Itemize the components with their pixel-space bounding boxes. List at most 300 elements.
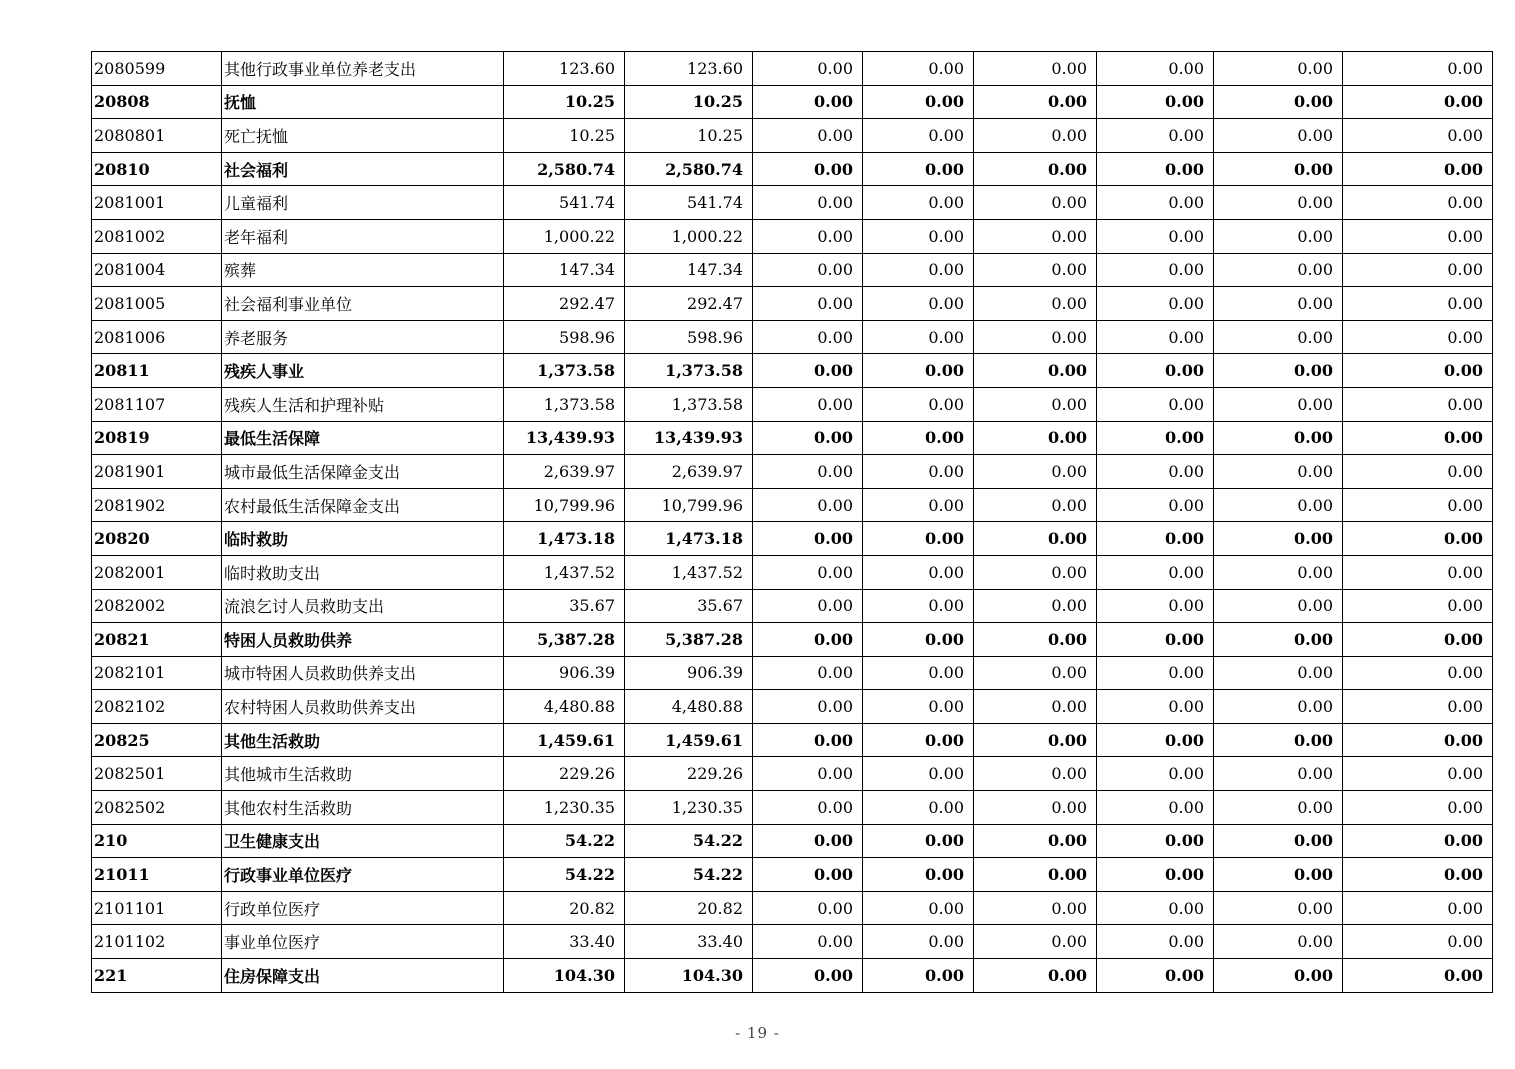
table-row bbox=[92, 623, 1493, 657]
amount-cell: 0.00 bbox=[1097, 320, 1214, 354]
subject-name-cell: 流浪乞讨人员救助支出 bbox=[222, 589, 504, 623]
subject-name-cell: 行政事业单位医疗 bbox=[222, 858, 504, 892]
amount-cell: 20.82 bbox=[625, 891, 753, 925]
amount-cell: 0.00 bbox=[1097, 522, 1214, 556]
amount-cell: 0.00 bbox=[863, 387, 974, 421]
amount-cell: 0.00 bbox=[1097, 85, 1214, 119]
amount-cell: 0.00 bbox=[974, 421, 1097, 455]
table-row bbox=[92, 824, 1493, 858]
subject-name-cell: 农村最低生活保障金支出 bbox=[222, 488, 504, 522]
subject-code-cell: 2080599 bbox=[92, 52, 222, 86]
amount-cell: 0.00 bbox=[753, 690, 863, 724]
amount-cell: 10.25 bbox=[504, 85, 625, 119]
amount-cell: 0.00 bbox=[753, 925, 863, 959]
amount-cell: 1,373.58 bbox=[504, 387, 625, 421]
amount-cell: 1,437.52 bbox=[625, 555, 753, 589]
amount-cell: 0.00 bbox=[974, 656, 1097, 690]
amount-cell: 54.22 bbox=[504, 824, 625, 858]
amount-cell: 0.00 bbox=[753, 455, 863, 489]
amount-cell: 0.00 bbox=[1097, 959, 1214, 993]
amount-cell: 0.00 bbox=[1343, 791, 1493, 825]
amount-cell: 0.00 bbox=[863, 858, 974, 892]
subject-code-cell: 2081002 bbox=[92, 219, 222, 253]
amount-cell: 0.00 bbox=[863, 757, 974, 791]
amount-cell: 0.00 bbox=[974, 85, 1097, 119]
subject-code-cell: 2081005 bbox=[92, 287, 222, 321]
amount-cell: 0.00 bbox=[1343, 959, 1493, 993]
amount-cell: 0.00 bbox=[863, 690, 974, 724]
amount-cell: 0.00 bbox=[1097, 354, 1214, 388]
amount-cell: 0.00 bbox=[974, 253, 1097, 287]
amount-cell: 541.74 bbox=[504, 186, 625, 220]
amount-cell: 0.00 bbox=[1214, 791, 1343, 825]
amount-cell: 0.00 bbox=[863, 488, 974, 522]
amount-cell: 0.00 bbox=[863, 522, 974, 556]
table-row bbox=[92, 791, 1493, 825]
table-row bbox=[92, 959, 1493, 993]
amount-cell: 0.00 bbox=[1097, 791, 1214, 825]
table-row bbox=[92, 387, 1493, 421]
amount-cell: 229.26 bbox=[504, 757, 625, 791]
subject-name-cell: 殡葬 bbox=[222, 253, 504, 287]
subject-code-cell: 2081004 bbox=[92, 253, 222, 287]
amount-cell: 0.00 bbox=[753, 387, 863, 421]
amount-cell: 0.00 bbox=[1214, 253, 1343, 287]
amount-cell: 0.00 bbox=[974, 219, 1097, 253]
amount-cell: 0.00 bbox=[863, 656, 974, 690]
amount-cell: 0.00 bbox=[1097, 253, 1214, 287]
amount-cell: 0.00 bbox=[753, 219, 863, 253]
amount-cell: 54.22 bbox=[625, 858, 753, 892]
amount-cell: 0.00 bbox=[1097, 555, 1214, 589]
amount-cell: 0.00 bbox=[974, 52, 1097, 86]
amount-cell: 0.00 bbox=[753, 555, 863, 589]
table-row bbox=[92, 152, 1493, 186]
amount-cell: 0.00 bbox=[974, 891, 1097, 925]
table-row bbox=[92, 219, 1493, 253]
amount-cell: 10.25 bbox=[625, 85, 753, 119]
amount-cell: 0.00 bbox=[1343, 623, 1493, 657]
subject-name-cell: 最低生活保障 bbox=[222, 421, 504, 455]
subject-code-cell: 2101102 bbox=[92, 925, 222, 959]
subject-code-cell: 2082501 bbox=[92, 757, 222, 791]
amount-cell: 0.00 bbox=[1343, 757, 1493, 791]
table-row bbox=[92, 186, 1493, 220]
subject-code-cell: 20821 bbox=[92, 623, 222, 657]
amount-cell: 0.00 bbox=[863, 891, 974, 925]
amount-cell: 541.74 bbox=[625, 186, 753, 220]
amount-cell: 0.00 bbox=[974, 455, 1097, 489]
amount-cell: 0.00 bbox=[1343, 387, 1493, 421]
amount-cell: 0.00 bbox=[1343, 421, 1493, 455]
table-row bbox=[92, 723, 1493, 757]
amount-cell: 10,799.96 bbox=[504, 488, 625, 522]
subject-name-cell: 其他生活救助 bbox=[222, 723, 504, 757]
amount-cell: 0.00 bbox=[1214, 959, 1343, 993]
subject-code-cell: 20811 bbox=[92, 354, 222, 388]
subject-code-cell: 221 bbox=[92, 959, 222, 993]
amount-cell: 0.00 bbox=[753, 421, 863, 455]
amount-cell: 147.34 bbox=[504, 253, 625, 287]
amount-cell: 10.25 bbox=[504, 119, 625, 153]
subject-code-cell: 20808 bbox=[92, 85, 222, 119]
amount-cell: 0.00 bbox=[863, 186, 974, 220]
amount-cell: 0.00 bbox=[1097, 690, 1214, 724]
subject-code-cell: 2081107 bbox=[92, 387, 222, 421]
amount-cell: 0.00 bbox=[1097, 287, 1214, 321]
amount-cell: 0.00 bbox=[974, 824, 1097, 858]
amount-cell: 0.00 bbox=[753, 119, 863, 153]
amount-cell: 2,639.97 bbox=[625, 455, 753, 489]
amount-cell: 0.00 bbox=[974, 791, 1097, 825]
amount-cell: 2,639.97 bbox=[504, 455, 625, 489]
amount-cell: 0.00 bbox=[1214, 858, 1343, 892]
table-row bbox=[92, 52, 1493, 86]
amount-cell: 0.00 bbox=[1097, 891, 1214, 925]
amount-cell: 0.00 bbox=[974, 488, 1097, 522]
amount-cell: 2,580.74 bbox=[504, 152, 625, 186]
amount-cell: 1,473.18 bbox=[504, 522, 625, 556]
amount-cell: 104.30 bbox=[504, 959, 625, 993]
amount-cell: 0.00 bbox=[863, 219, 974, 253]
subject-name-cell: 城市特困人员救助供养支出 bbox=[222, 656, 504, 690]
table-row bbox=[92, 455, 1493, 489]
amount-cell: 0.00 bbox=[1097, 925, 1214, 959]
amount-cell: 229.26 bbox=[625, 757, 753, 791]
amount-cell: 0.00 bbox=[1097, 488, 1214, 522]
amount-cell: 0.00 bbox=[1214, 656, 1343, 690]
table-row bbox=[92, 287, 1493, 321]
amount-cell: 0.00 bbox=[753, 891, 863, 925]
amount-cell: 1,373.58 bbox=[625, 387, 753, 421]
amount-cell: 0.00 bbox=[1097, 219, 1214, 253]
amount-cell: 0.00 bbox=[1343, 656, 1493, 690]
subject-name-cell: 城市最低生活保障金支出 bbox=[222, 455, 504, 489]
amount-cell: 0.00 bbox=[974, 152, 1097, 186]
subject-name-cell: 特困人员救助供养 bbox=[222, 623, 504, 657]
table-row bbox=[92, 85, 1493, 119]
amount-cell: 0.00 bbox=[1343, 488, 1493, 522]
amount-cell: 0.00 bbox=[1343, 690, 1493, 724]
amount-cell: 0.00 bbox=[1343, 152, 1493, 186]
subject-code-cell: 2082001 bbox=[92, 555, 222, 589]
amount-cell: 0.00 bbox=[753, 152, 863, 186]
amount-cell: 0.00 bbox=[1214, 522, 1343, 556]
amount-cell: 0.00 bbox=[753, 858, 863, 892]
amount-cell: 1,459.61 bbox=[625, 723, 753, 757]
amount-cell: 0.00 bbox=[863, 925, 974, 959]
amount-cell: 10.25 bbox=[625, 119, 753, 153]
amount-cell: 0.00 bbox=[1343, 119, 1493, 153]
amount-cell: 0.00 bbox=[1097, 421, 1214, 455]
amount-cell: 0.00 bbox=[1097, 757, 1214, 791]
subject-code-cell: 2082002 bbox=[92, 589, 222, 623]
amount-cell: 33.40 bbox=[625, 925, 753, 959]
subject-code-cell: 2081001 bbox=[92, 186, 222, 220]
amount-cell: 0.00 bbox=[863, 589, 974, 623]
amount-cell: 0.00 bbox=[753, 959, 863, 993]
amount-cell: 0.00 bbox=[863, 287, 974, 321]
amount-cell: 0.00 bbox=[974, 623, 1097, 657]
table-row bbox=[92, 320, 1493, 354]
table-row bbox=[92, 488, 1493, 522]
amount-cell: 0.00 bbox=[1343, 52, 1493, 86]
amount-cell: 0.00 bbox=[1343, 455, 1493, 489]
amount-cell: 0.00 bbox=[1097, 858, 1214, 892]
table-row bbox=[92, 421, 1493, 455]
amount-cell: 0.00 bbox=[1343, 253, 1493, 287]
table-row bbox=[92, 119, 1493, 153]
amount-cell: 35.67 bbox=[625, 589, 753, 623]
amount-cell: 0.00 bbox=[863, 959, 974, 993]
amount-cell: 0.00 bbox=[1214, 455, 1343, 489]
amount-cell: 0.00 bbox=[1097, 52, 1214, 86]
subject-code-cell: 210 bbox=[92, 824, 222, 858]
amount-cell: 0.00 bbox=[863, 354, 974, 388]
subject-code-cell: 2082101 bbox=[92, 656, 222, 690]
subject-name-cell: 行政单位医疗 bbox=[222, 891, 504, 925]
amount-cell: 0.00 bbox=[863, 824, 974, 858]
amount-cell: 0.00 bbox=[753, 522, 863, 556]
amount-cell: 0.00 bbox=[974, 522, 1097, 556]
amount-cell: 0.00 bbox=[974, 858, 1097, 892]
amount-cell: 1,373.58 bbox=[625, 354, 753, 388]
amount-cell: 0.00 bbox=[863, 455, 974, 489]
amount-cell: 0.00 bbox=[1097, 589, 1214, 623]
amount-cell: 0.00 bbox=[863, 253, 974, 287]
amount-cell: 5,387.28 bbox=[625, 623, 753, 657]
amount-cell: 1,373.58 bbox=[504, 354, 625, 388]
amount-cell: 4,480.88 bbox=[504, 690, 625, 724]
amount-cell: 0.00 bbox=[1343, 891, 1493, 925]
amount-cell: 0.00 bbox=[1343, 589, 1493, 623]
subject-name-cell: 其他农村生活救助 bbox=[222, 791, 504, 825]
amount-cell: 0.00 bbox=[1214, 891, 1343, 925]
subject-code-cell: 2080801 bbox=[92, 119, 222, 153]
amount-cell: 0.00 bbox=[753, 186, 863, 220]
amount-cell: 0.00 bbox=[1214, 824, 1343, 858]
amount-cell: 0.00 bbox=[974, 757, 1097, 791]
amount-cell: 0.00 bbox=[753, 488, 863, 522]
subject-name-cell: 死亡抚恤 bbox=[222, 119, 504, 153]
amount-cell: 2,580.74 bbox=[625, 152, 753, 186]
amount-cell: 0.00 bbox=[974, 186, 1097, 220]
amount-cell: 0.00 bbox=[974, 690, 1097, 724]
page-number: - 19 - bbox=[735, 1024, 780, 1042]
amount-cell: 1,000.22 bbox=[625, 219, 753, 253]
amount-cell: 1,473.18 bbox=[625, 522, 753, 556]
amount-cell: 13,439.93 bbox=[625, 421, 753, 455]
amount-cell: 0.00 bbox=[1343, 287, 1493, 321]
amount-cell: 0.00 bbox=[1343, 723, 1493, 757]
amount-cell: 0.00 bbox=[1214, 690, 1343, 724]
subject-code-cell: 20820 bbox=[92, 522, 222, 556]
table-row bbox=[92, 925, 1493, 959]
amount-cell: 123.60 bbox=[504, 52, 625, 86]
amount-cell: 0.00 bbox=[753, 791, 863, 825]
amount-cell: 0.00 bbox=[863, 52, 974, 86]
amount-cell: 0.00 bbox=[1343, 85, 1493, 119]
amount-cell: 5,387.28 bbox=[504, 623, 625, 657]
amount-cell: 54.22 bbox=[504, 858, 625, 892]
amount-cell: 0.00 bbox=[1214, 387, 1343, 421]
amount-cell: 0.00 bbox=[1343, 555, 1493, 589]
amount-cell: 0.00 bbox=[1214, 421, 1343, 455]
subject-name-cell: 事业单位医疗 bbox=[222, 925, 504, 959]
amount-cell: 0.00 bbox=[753, 85, 863, 119]
budget-table bbox=[91, 51, 1493, 993]
subject-name-cell: 住房保障支出 bbox=[222, 959, 504, 993]
amount-cell: 0.00 bbox=[753, 589, 863, 623]
amount-cell: 0.00 bbox=[1097, 455, 1214, 489]
budget-table-body bbox=[92, 52, 1493, 993]
table-row bbox=[92, 354, 1493, 388]
amount-cell: 0.00 bbox=[753, 757, 863, 791]
subject-name-cell: 农村特困人员救助供养支出 bbox=[222, 690, 504, 724]
amount-cell: 0.00 bbox=[863, 152, 974, 186]
subject-name-cell: 抚恤 bbox=[222, 85, 504, 119]
amount-cell: 0.00 bbox=[1343, 522, 1493, 556]
amount-cell: 0.00 bbox=[863, 791, 974, 825]
amount-cell: 4,480.88 bbox=[625, 690, 753, 724]
amount-cell: 0.00 bbox=[753, 824, 863, 858]
amount-cell: 35.67 bbox=[504, 589, 625, 623]
amount-cell: 0.00 bbox=[1097, 623, 1214, 657]
amount-cell: 10,799.96 bbox=[625, 488, 753, 522]
amount-cell: 0.00 bbox=[1214, 723, 1343, 757]
amount-cell: 1,230.35 bbox=[504, 791, 625, 825]
amount-cell: 0.00 bbox=[1343, 824, 1493, 858]
amount-cell: 0.00 bbox=[1214, 287, 1343, 321]
table-row bbox=[92, 589, 1493, 623]
amount-cell: 0.00 bbox=[974, 959, 1097, 993]
amount-cell: 0.00 bbox=[1214, 623, 1343, 657]
amount-cell: 0.00 bbox=[1097, 119, 1214, 153]
amount-cell: 0.00 bbox=[1343, 925, 1493, 959]
amount-cell: 147.34 bbox=[625, 253, 753, 287]
subject-code-cell: 2082502 bbox=[92, 791, 222, 825]
table-row bbox=[92, 656, 1493, 690]
subject-code-cell: 2082102 bbox=[92, 690, 222, 724]
table-row bbox=[92, 555, 1493, 589]
subject-name-cell: 其他城市生活救助 bbox=[222, 757, 504, 791]
amount-cell: 0.00 bbox=[1214, 152, 1343, 186]
amount-cell: 0.00 bbox=[863, 85, 974, 119]
amount-cell: 0.00 bbox=[1097, 186, 1214, 220]
amount-cell: 1,230.35 bbox=[625, 791, 753, 825]
amount-cell: 0.00 bbox=[1097, 152, 1214, 186]
amount-cell: 0.00 bbox=[863, 555, 974, 589]
amount-cell: 20.82 bbox=[504, 891, 625, 925]
amount-cell: 0.00 bbox=[1214, 589, 1343, 623]
subject-name-cell: 老年福利 bbox=[222, 219, 504, 253]
amount-cell: 1,459.61 bbox=[504, 723, 625, 757]
amount-cell: 0.00 bbox=[974, 387, 1097, 421]
amount-cell: 33.40 bbox=[504, 925, 625, 959]
amount-cell: 0.00 bbox=[1214, 85, 1343, 119]
amount-cell: 292.47 bbox=[625, 287, 753, 321]
amount-cell: 0.00 bbox=[863, 623, 974, 657]
subject-code-cell: 2081901 bbox=[92, 455, 222, 489]
amount-cell: 0.00 bbox=[974, 354, 1097, 388]
amount-cell: 292.47 bbox=[504, 287, 625, 321]
amount-cell: 0.00 bbox=[1214, 119, 1343, 153]
amount-cell: 0.00 bbox=[1097, 656, 1214, 690]
subject-name-cell: 养老服务 bbox=[222, 320, 504, 354]
subject-name-cell: 社会福利事业单位 bbox=[222, 287, 504, 321]
subject-code-cell: 20810 bbox=[92, 152, 222, 186]
table-row bbox=[92, 690, 1493, 724]
subject-name-cell: 残疾人事业 bbox=[222, 354, 504, 388]
amount-cell: 0.00 bbox=[1214, 219, 1343, 253]
amount-cell: 54.22 bbox=[625, 824, 753, 858]
amount-cell: 0.00 bbox=[1343, 320, 1493, 354]
amount-cell: 0.00 bbox=[1214, 488, 1343, 522]
amount-cell: 598.96 bbox=[504, 320, 625, 354]
amount-cell: 0.00 bbox=[753, 354, 863, 388]
amount-cell: 0.00 bbox=[863, 723, 974, 757]
amount-cell: 0.00 bbox=[753, 52, 863, 86]
amount-cell: 0.00 bbox=[1343, 858, 1493, 892]
subject-code-cell: 21011 bbox=[92, 858, 222, 892]
amount-cell: 0.00 bbox=[1097, 723, 1214, 757]
amount-cell: 0.00 bbox=[1214, 52, 1343, 86]
subject-name-cell: 临时救助支出 bbox=[222, 555, 504, 589]
table-row bbox=[92, 522, 1493, 556]
subject-code-cell: 2081902 bbox=[92, 488, 222, 522]
table-row bbox=[92, 757, 1493, 791]
amount-cell: 0.00 bbox=[863, 119, 974, 153]
subject-name-cell: 其他行政事业单位养老支出 bbox=[222, 52, 504, 86]
amount-cell: 0.00 bbox=[974, 555, 1097, 589]
amount-cell: 13,439.93 bbox=[504, 421, 625, 455]
amount-cell: 906.39 bbox=[504, 656, 625, 690]
amount-cell: 0.00 bbox=[1097, 387, 1214, 421]
amount-cell: 598.96 bbox=[625, 320, 753, 354]
amount-cell: 0.00 bbox=[974, 589, 1097, 623]
amount-cell: 0.00 bbox=[863, 421, 974, 455]
amount-cell: 1,000.22 bbox=[504, 219, 625, 253]
amount-cell: 0.00 bbox=[1343, 354, 1493, 388]
amount-cell: 0.00 bbox=[753, 320, 863, 354]
amount-cell: 0.00 bbox=[863, 320, 974, 354]
subject-code-cell: 20819 bbox=[92, 421, 222, 455]
subject-code-cell: 2081006 bbox=[92, 320, 222, 354]
amount-cell: 0.00 bbox=[753, 623, 863, 657]
amount-cell: 0.00 bbox=[974, 119, 1097, 153]
amount-cell: 0.00 bbox=[1214, 354, 1343, 388]
amount-cell: 0.00 bbox=[1214, 320, 1343, 354]
table-row bbox=[92, 858, 1493, 892]
table-row bbox=[92, 253, 1493, 287]
amount-cell: 0.00 bbox=[1214, 925, 1343, 959]
amount-cell: 104.30 bbox=[625, 959, 753, 993]
subject-code-cell: 20825 bbox=[92, 723, 222, 757]
amount-cell: 0.00 bbox=[1214, 757, 1343, 791]
subject-name-cell: 卫生健康支出 bbox=[222, 824, 504, 858]
amount-cell: 0.00 bbox=[974, 925, 1097, 959]
amount-cell: 123.60 bbox=[625, 52, 753, 86]
amount-cell: 0.00 bbox=[1343, 186, 1493, 220]
amount-cell: 0.00 bbox=[974, 320, 1097, 354]
amount-cell: 906.39 bbox=[625, 656, 753, 690]
subject-name-cell: 临时救助 bbox=[222, 522, 504, 556]
amount-cell: 0.00 bbox=[1214, 186, 1343, 220]
amount-cell: 0.00 bbox=[1214, 555, 1343, 589]
amount-cell: 0.00 bbox=[974, 287, 1097, 321]
amount-cell: 0.00 bbox=[753, 723, 863, 757]
amount-cell: 0.00 bbox=[1343, 219, 1493, 253]
